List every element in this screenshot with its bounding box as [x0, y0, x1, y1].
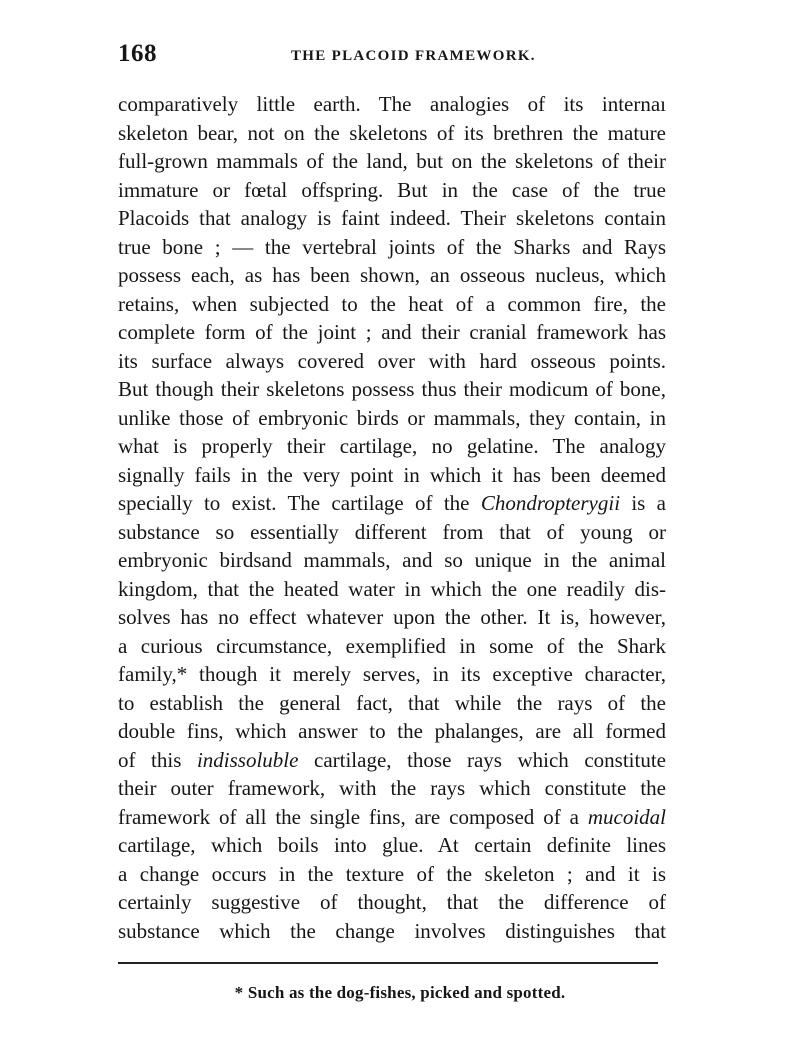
text-run: a curious circumstance, exemplified in some of the Shark	[118, 633, 666, 658]
text-line-27	[118, 831, 666, 860]
text-run: certainly suggestive of thought, that the difference of	[118, 890, 666, 914]
text-run: substance so essentially different from that of young or	[118, 519, 666, 544]
text-run: family,* though it merely serves, in its exceptive character,	[118, 662, 666, 686]
text-line-24	[118, 746, 666, 775]
text-line-29	[118, 888, 666, 917]
footnote-divider	[118, 962, 658, 964]
text-run: kingdom, that the heated water in which the one readily dis-	[118, 576, 666, 601]
text-run: solves has no effect whatever upon the other. It is, however,	[118, 605, 666, 629]
text-line-11	[118, 375, 666, 404]
text-line-5	[118, 204, 666, 233]
text-line-22	[118, 689, 666, 718]
text-run: complete form of the joint ; and their cranial framework has	[118, 320, 666, 344]
text-run: embryonic birdsand mammals, and so unique in the animal	[118, 548, 666, 572]
running-title: THE PLACOID FRAMEWORK.	[291, 48, 536, 64]
text-run: retains, when subjected to the heat of a common fire, the	[118, 291, 666, 316]
text-line-1	[118, 90, 666, 119]
text-run: immature or fœtal offspring. But in the case of the true	[118, 177, 666, 202]
text-run: possess each, as has been shown, an osseous nucleus, which	[118, 263, 666, 287]
text-line-26	[118, 803, 666, 832]
text-run: signally fails in the very point in which it has been deemed	[118, 462, 666, 487]
text-run: is a	[620, 491, 666, 515]
italic-term: Chondropterygii	[480, 491, 621, 515]
body-text	[118, 90, 666, 945]
footnote: * Such as the dog-fishes, picked and spotted.	[234, 983, 566, 1002]
text-line-25	[118, 774, 666, 803]
text-run: framework of all the single fins, are composed of a	[118, 804, 588, 829]
text-line-12	[118, 404, 666, 433]
text-run: But though their skeletons possess thus their modicum of bone,	[118, 377, 666, 401]
text-line-19	[118, 603, 666, 632]
text-line-23	[118, 717, 666, 746]
text-run: cartilage, which boils into glue. At certain definite lines	[118, 833, 666, 857]
text-run: specially to exist. The cartilage of the	[118, 491, 481, 515]
text-line-21	[118, 660, 666, 689]
text-run: what is properly their cartilage, no gelatine. The analogy	[118, 434, 666, 458]
text-line-30	[118, 917, 666, 946]
text-line-16	[118, 518, 666, 547]
text-line-4	[118, 176, 666, 205]
text-run: substance which the change involves distinguishes that	[118, 918, 666, 943]
text-line-28	[118, 860, 666, 889]
italic-term: indissoluble	[196, 747, 299, 772]
text-run: comparatively little earth. The analogies of its internaı	[118, 92, 666, 116]
text-run: to establish the general fact, that while the rays of the	[118, 690, 666, 715]
text-run: its surface always covered over with hard osseous points.	[118, 348, 666, 373]
text-line-7	[118, 261, 666, 290]
text-run: true bone ; — the vertebral joints of the Sharks and Rays	[118, 234, 666, 259]
text-line-6	[118, 233, 666, 262]
text-run: of this	[118, 747, 197, 772]
text-line-3	[118, 147, 666, 176]
text-run: double fins, which answer to the phalanges, are all formed	[118, 719, 666, 743]
text-line-18	[118, 575, 666, 604]
text-run: a change occurs in the texture of the skeleton ; and it is	[118, 861, 666, 886]
text-run: skeleton bear, not on the skeletons of its brethren the mature	[118, 120, 666, 145]
text-run: their outer framework, with the rays which constitute the	[118, 776, 666, 800]
text-line-14	[118, 461, 666, 490]
text-line-2	[118, 119, 666, 148]
text-run: Placoids that analogy is faint indeed. Their skeletons contain	[118, 206, 666, 230]
text-run: unlike those of embryonic birds or mammals, they contain, in	[118, 405, 666, 430]
page-number: 168	[118, 40, 157, 67]
text-line-20	[118, 632, 666, 661]
text-line-10	[118, 347, 666, 376]
text-run: full-grown mammals of the land, but on the skeletons of their	[118, 149, 666, 173]
text-line-15	[118, 489, 666, 518]
text-line-8	[118, 290, 666, 319]
text-line-13	[118, 432, 666, 461]
text-line-17	[118, 546, 666, 575]
running-head	[118, 40, 666, 70]
italic-term: mucoidal	[587, 804, 666, 829]
text-run: cartilage, those rays which constitute	[298, 747, 666, 772]
text-line-9	[118, 318, 666, 347]
